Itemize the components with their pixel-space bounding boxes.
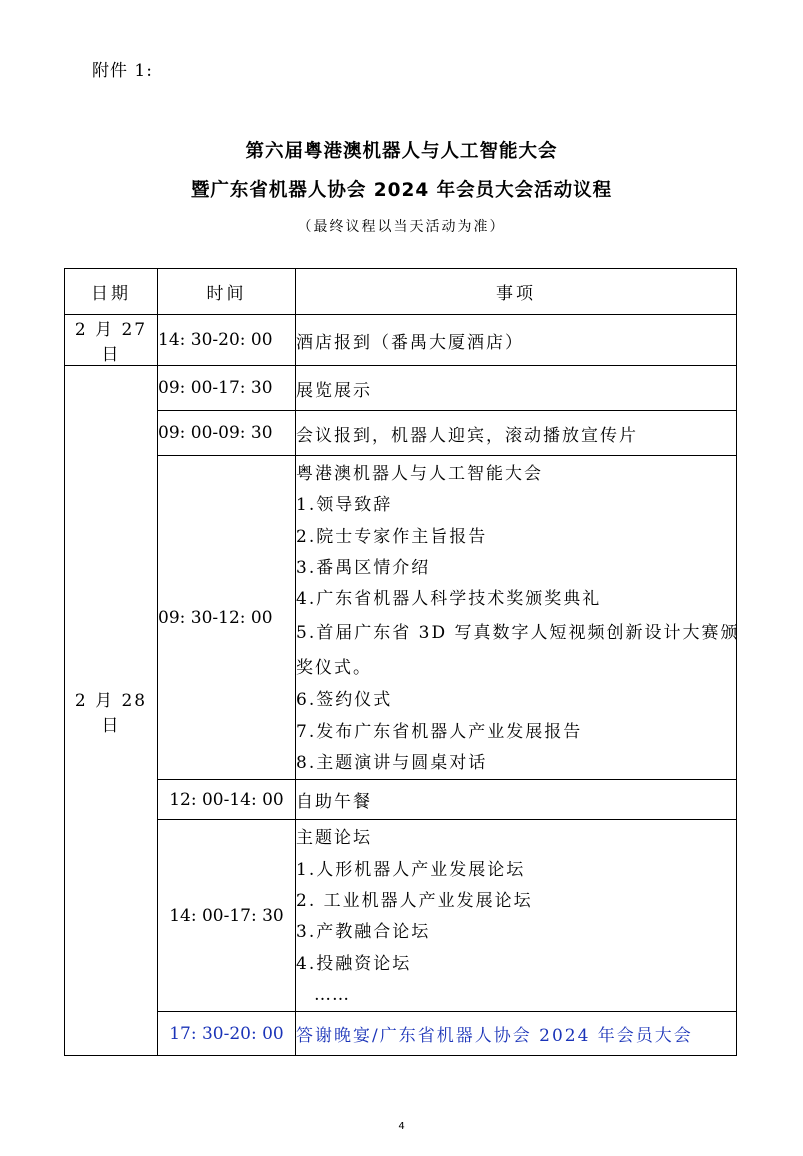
table-header-row bbox=[65, 269, 737, 315]
item-cell: 自助午餐 bbox=[296, 780, 737, 820]
date-cell: 2 月 27 日 bbox=[65, 315, 158, 366]
item-cell: 展览展示 bbox=[296, 366, 737, 411]
header-time: 时间 bbox=[158, 269, 296, 315]
item-cell: 会议报到，机器人迎宾，滚动播放宣传片 bbox=[296, 411, 737, 456]
table-row bbox=[65, 315, 737, 366]
agenda-table bbox=[64, 268, 740, 1056]
agenda-line: 主题论坛 bbox=[296, 828, 372, 849]
agenda-line: 2. 工业机器人产业发展论坛 bbox=[296, 890, 533, 911]
item-cell: 答谢晚宴/广东省机器人协会 2024 年会员大会 bbox=[296, 1012, 737, 1056]
table-row bbox=[65, 820, 737, 1012]
agenda-line: 3.番禺区情介绍 bbox=[296, 557, 431, 578]
agenda-line: 4.投融资论坛 bbox=[296, 953, 412, 974]
item-cell bbox=[296, 456, 740, 780]
time-cell: 17: 30-20: 00 bbox=[158, 1012, 296, 1056]
agenda-line: 粤港澳机器人与人工智能大会 bbox=[296, 464, 543, 484]
document-title-line2: 暨广东省机器人协会 2024 年会员大会活动议程 bbox=[190, 180, 613, 201]
time-cell: 14: 30-20: 00 bbox=[158, 315, 296, 366]
agenda-line: 5.首届广东省 3D 写真数字人短视频创新设计大赛颁 bbox=[296, 623, 740, 644]
time-cell: 14: 00-17: 30 bbox=[158, 820, 296, 1012]
attachment-label: 附件 1: bbox=[92, 61, 153, 81]
item-cell bbox=[296, 820, 737, 1012]
agenda-line: …… bbox=[314, 984, 350, 1005]
time-cell: 09: 30-12: 00 bbox=[158, 456, 296, 780]
agenda-line: 奖仪式。 bbox=[296, 658, 372, 679]
time-cell: 09: 00-17: 30 bbox=[158, 366, 296, 411]
agenda-line: 3.产教融合论坛 bbox=[296, 922, 431, 943]
header-date: 日期 bbox=[65, 269, 158, 315]
table-row bbox=[65, 411, 737, 456]
agenda-line: 8.主题演讲与圆桌对话 bbox=[296, 753, 488, 774]
table-row bbox=[65, 366, 737, 411]
document-title-line1: 第六届粤港澳机器人与人工智能大会 bbox=[245, 141, 558, 162]
header-item: 事项 bbox=[296, 269, 737, 315]
document-subtitle: （最终议程以当天活动为准） bbox=[297, 219, 506, 235]
time-cell: 09: 00-09: 30 bbox=[158, 411, 296, 456]
agenda-line: 7.发布广东省机器人产业发展报告 bbox=[296, 721, 583, 742]
agenda-line: 2.院士专家作主旨报告 bbox=[296, 526, 488, 547]
agenda-line: 1.人形机器人产业发展论坛 bbox=[296, 859, 526, 880]
table-row bbox=[65, 456, 737, 780]
table-row bbox=[65, 780, 737, 820]
agenda-line: 1.领导致辞 bbox=[296, 495, 393, 516]
agenda-line: 4.广东省机器人科学技术奖颁奖典礼 bbox=[296, 589, 602, 610]
item-cell: 酒店报到（番禺大厦酒店） bbox=[296, 315, 737, 366]
page-number: 4 bbox=[398, 1121, 405, 1132]
table-row bbox=[65, 1012, 737, 1056]
agenda-line: 6.签约仪式 bbox=[296, 690, 393, 711]
date-cell: 2 月 28 日 bbox=[65, 366, 158, 1056]
time-cell: 12: 00-14: 00 bbox=[158, 780, 296, 820]
